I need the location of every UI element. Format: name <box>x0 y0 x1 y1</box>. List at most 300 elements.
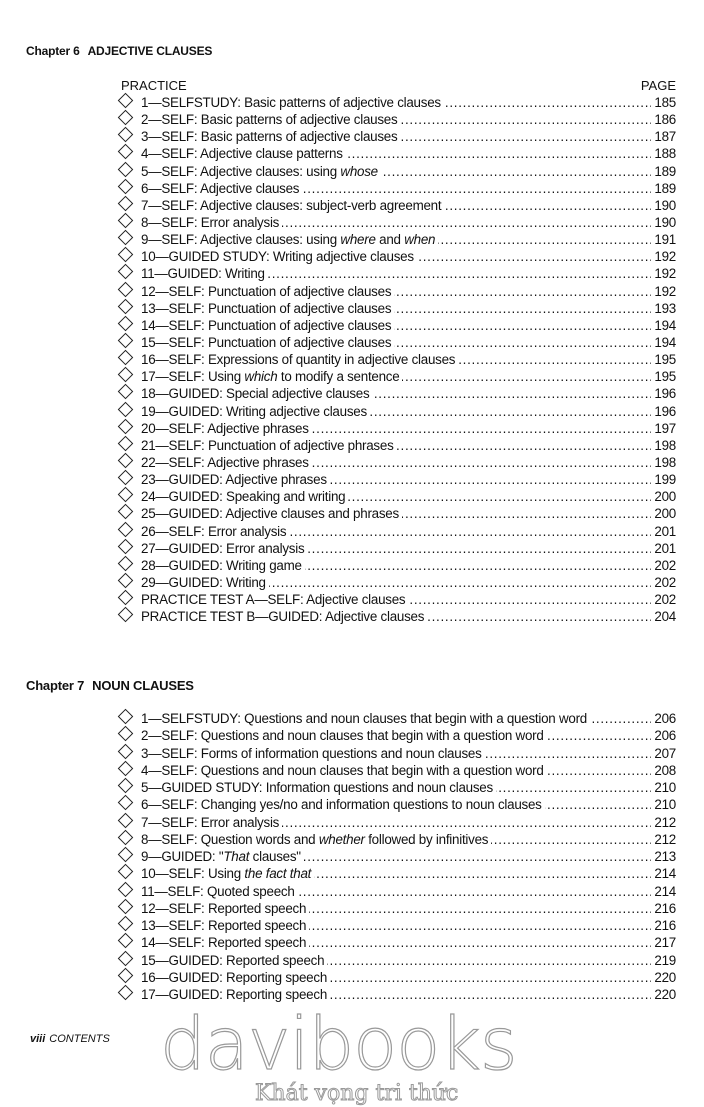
page-number: 206 <box>654 728 676 744</box>
item-label <box>141 180 299 197</box>
item-label <box>141 883 295 900</box>
dot-leader <box>372 385 651 402</box>
page-number: 207 <box>654 745 676 761</box>
diamond-icon <box>118 333 134 349</box>
diamond-icon <box>118 384 134 400</box>
list-item <box>117 540 676 557</box>
dot-leader <box>397 437 652 454</box>
dot-leader <box>309 900 651 917</box>
diamond-icon <box>118 178 134 194</box>
list-item <box>117 180 676 197</box>
dot-leader <box>458 351 651 368</box>
dot-leader <box>309 917 651 934</box>
page-number: 204 <box>654 609 676 625</box>
item-label <box>141 265 265 282</box>
chapter-6-practice-list <box>117 94 676 625</box>
page-number: 186 <box>654 112 676 128</box>
item-label <box>141 283 391 300</box>
diamond-icon <box>118 350 134 366</box>
column-headers <box>121 78 676 93</box>
list-item <box>117 608 676 625</box>
dot-leader <box>289 523 651 540</box>
dot-leader <box>402 505 651 522</box>
dot-leader <box>485 745 652 762</box>
list-item <box>117 471 676 488</box>
label-italic: the fact that <box>244 866 312 882</box>
label-text: 6—SELF: Changing yes/no and information questions to noun clauses <box>141 797 542 813</box>
dot-leader <box>547 762 652 779</box>
list-item <box>117 523 676 540</box>
page-number: 216 <box>654 918 676 933</box>
diamond-icon <box>118 590 134 606</box>
list-item <box>117 917 676 934</box>
list-item <box>117 214 676 231</box>
dot-leader <box>327 952 651 969</box>
diamond-icon <box>118 864 134 880</box>
page-number: 214 <box>654 866 676 882</box>
list-item <box>117 385 676 402</box>
item-label <box>141 505 399 522</box>
list-item <box>117 437 676 454</box>
dot-leader <box>496 779 651 796</box>
dot-leader <box>394 317 651 334</box>
item-label <box>141 557 302 574</box>
label-text: followed by infinitives <box>364 831 489 847</box>
dot-leader <box>417 248 652 265</box>
item-label <box>141 745 482 762</box>
item-label <box>141 865 311 882</box>
list-item <box>117 883 676 900</box>
label-italic: which <box>244 369 278 385</box>
diamond-icon <box>118 743 134 759</box>
dot-leader <box>304 848 652 865</box>
item-label <box>141 488 345 505</box>
page-number: 196 <box>654 403 676 419</box>
dot-leader <box>282 214 651 231</box>
label-text: to modify a sentence <box>277 369 400 385</box>
page-number: 201 <box>654 540 676 556</box>
list-item <box>117 745 676 762</box>
label-text: 3—SELF: Forms of information questions and noun clauses <box>141 745 482 761</box>
dot-leader <box>427 608 651 625</box>
page-number: 214 <box>654 883 676 899</box>
label-text: 2—SELF: Basic patterns of adjective clauses <box>141 112 398 128</box>
dot-leader <box>394 334 651 351</box>
diamond-icon <box>118 264 134 280</box>
item-label <box>141 334 391 351</box>
list-item <box>117 111 676 128</box>
list-item <box>117 934 676 951</box>
diamond-icon <box>118 213 134 229</box>
item-label <box>141 986 327 1003</box>
page-number: 199 <box>654 472 676 488</box>
dot-leader <box>346 145 652 162</box>
diamond-icon <box>118 538 134 554</box>
list-item <box>117 727 676 744</box>
list-item <box>117 505 676 522</box>
label-text: 24—GUIDED: Speaking and writing <box>141 489 346 505</box>
page-number: 195 <box>654 369 676 385</box>
diamond-icon <box>118 418 134 434</box>
diamond-icon <box>118 196 134 212</box>
label-text: PRACTICE TEST A—SELF: Adjective clauses <box>141 592 406 608</box>
page-number: 202 <box>654 592 676 608</box>
label-text: 21—SELF: Punctuation of adjective phrases <box>141 437 394 453</box>
page-number: 198 <box>654 437 676 453</box>
diamond-icon <box>118 316 134 332</box>
list-item <box>117 317 676 334</box>
diamond-icon <box>118 521 134 537</box>
label-text: 17—SELF: Using <box>141 369 245 385</box>
page-number: 194 <box>654 334 676 350</box>
page-number: 201 <box>654 523 676 539</box>
diamond-icon <box>118 487 134 503</box>
item-label <box>141 351 455 368</box>
label-italic: when <box>404 232 436 248</box>
diamond-icon <box>118 401 134 417</box>
diamond-icon <box>118 298 134 314</box>
item-label <box>141 574 266 591</box>
list-item <box>117 574 676 591</box>
dot-leader <box>312 420 652 437</box>
list-item <box>117 94 676 111</box>
dot-leader <box>268 265 652 282</box>
page-number: 190 <box>654 197 676 213</box>
page-number: 190 <box>654 214 676 230</box>
page-number: 219 <box>654 952 676 968</box>
label-text: 14—SELF: Reported speech <box>141 935 307 951</box>
label-italic: whose <box>340 163 378 179</box>
dot-leader <box>305 557 652 574</box>
item-label <box>141 145 343 162</box>
label-text: 17—GUIDED: Reporting speech <box>141 987 328 1002</box>
list-item <box>117 710 676 727</box>
page-number: 193 <box>654 300 676 316</box>
list-item <box>117 368 676 385</box>
diamond-icon <box>118 881 134 897</box>
diamond-icon <box>118 829 134 845</box>
label-text: 19—GUIDED: Writing adjective clauses <box>141 403 367 419</box>
label-text: 12—SELF: Reported speech <box>141 900 307 916</box>
dot-leader <box>269 574 652 591</box>
list-item <box>117 283 676 300</box>
page-number: 187 <box>654 129 676 145</box>
label-text: 7—SELF: Error analysis <box>141 814 280 830</box>
item-label <box>141 608 424 625</box>
diamond-icon <box>118 573 134 589</box>
dot-leader <box>491 831 651 848</box>
diamond-icon <box>118 778 134 794</box>
label-text: 14—SELF: Punctuation of adjective clauses <box>141 317 392 333</box>
item-label <box>141 437 394 454</box>
item-label <box>141 368 399 385</box>
label-text: 20—SELF: Adjective phrases <box>141 420 309 436</box>
dot-leader <box>314 865 651 882</box>
dot-leader <box>444 197 651 214</box>
page-number: 189 <box>654 180 676 196</box>
item-label <box>141 111 397 128</box>
label-italic: whether <box>318 831 365 847</box>
item-label <box>141 403 367 420</box>
page-number: 200 <box>654 506 676 522</box>
list-item <box>117 454 676 471</box>
list-item <box>117 403 676 420</box>
item-label <box>141 934 306 951</box>
item-label <box>141 94 441 111</box>
watermark-brand: davibooks <box>160 1002 517 1086</box>
item-label <box>141 762 544 779</box>
diamond-icon <box>118 247 134 263</box>
list-item <box>117 865 676 882</box>
list-item <box>117 300 676 317</box>
label-text: 27—GUIDED: Error analysis <box>141 540 305 556</box>
diamond-icon <box>118 847 134 863</box>
diamond-icon <box>118 967 134 983</box>
list-item <box>117 591 676 608</box>
list-item <box>117 231 676 248</box>
item-label <box>141 420 309 437</box>
footer-section: CONTENTS <box>49 1033 110 1045</box>
item-label <box>141 385 369 402</box>
page-number: 192 <box>654 266 676 282</box>
page-number: 188 <box>654 146 676 162</box>
page-number: 198 <box>654 454 676 470</box>
label-text: 10—SELF: Using <box>141 866 245 882</box>
diamond-icon <box>118 93 134 109</box>
item-label <box>141 471 327 488</box>
label-text: PRACTICE TEST B—GUIDED: Adjective clauses <box>141 609 425 625</box>
label-text: 16—GUIDED: Reporting speech <box>141 969 328 985</box>
dot-leader <box>309 934 651 951</box>
item-label <box>141 300 391 317</box>
label-text: 18—GUIDED: Special adjective clauses <box>141 386 370 402</box>
label-text: clauses" <box>249 849 301 864</box>
page-number: 213 <box>654 849 676 864</box>
page-number: 220 <box>654 969 676 985</box>
diamond-icon <box>118 709 134 725</box>
list-item <box>117 420 676 437</box>
page-number: 195 <box>654 352 676 368</box>
diamond-icon <box>118 127 134 143</box>
page-number: 191 <box>654 232 676 248</box>
page-number: viii <box>30 1033 46 1045</box>
page-number: 202 <box>654 557 676 573</box>
label-text: 3—SELF: Basic patterns of adjective clauses <box>141 129 398 145</box>
list-item <box>117 762 676 779</box>
page-number: 206 <box>654 711 676 726</box>
label-text: 12—SELF: Punctuation of adjective clauses <box>141 283 392 299</box>
label-text: 4—SELF: Questions and noun clauses that begin with a question word <box>141 762 544 778</box>
diamond-icon <box>118 898 134 914</box>
dot-leader <box>282 814 651 831</box>
list-item <box>117 831 676 848</box>
label-text: 11—SELF: Quoted speech <box>141 883 295 899</box>
label-text: 28—GUIDED: Writing game <box>141 557 302 573</box>
diamond-icon <box>118 556 134 572</box>
label-italic: That <box>223 849 250 864</box>
diamond-icon <box>118 950 134 966</box>
page-number: 210 <box>654 780 676 795</box>
diamond-icon <box>118 436 134 452</box>
label-text: 22—SELF: Adjective phrases <box>141 454 309 470</box>
list-item <box>117 265 676 282</box>
label-text: 16—SELF: Expressions of quantity in adjective clauses <box>141 352 456 368</box>
label-text: 11—GUIDED: Writing <box>141 266 265 282</box>
item-label <box>141 969 327 986</box>
dot-leader <box>590 710 651 727</box>
list-item <box>117 900 676 917</box>
label-text: 15—SELF: Punctuation of adjective clauses <box>141 334 392 350</box>
item-label <box>141 917 306 934</box>
chapter-title: NOUN CLAUSES <box>92 678 194 693</box>
page-header: PAGE <box>640 78 676 93</box>
label-text: 15—GUIDED: Reported speech <box>141 952 325 968</box>
label-text: 8—SELF: Question words and <box>141 831 319 847</box>
chapter-label: Chapter 7 <box>26 678 85 693</box>
item-label <box>141 814 279 831</box>
item-label <box>141 900 306 917</box>
label-text: 10—GUIDED STUDY: Writing adjective clauses <box>141 249 414 265</box>
list-item <box>117 197 676 214</box>
list-item <box>117 351 676 368</box>
item-label <box>141 214 279 231</box>
list-item <box>117 986 676 1003</box>
label-text: 4—SELF: Adjective clause patterns <box>141 146 343 162</box>
page-number: 192 <box>654 249 676 265</box>
label-italic: where <box>340 232 376 248</box>
chapter-6-heading <box>26 44 212 58</box>
item-label <box>141 128 397 145</box>
label-text: 9—GUIDED: " <box>141 849 224 864</box>
diamond-icon <box>118 726 134 742</box>
dot-leader <box>408 591 651 608</box>
diamond-icon <box>118 985 134 1001</box>
page-number: 210 <box>654 797 676 813</box>
dot-leader <box>312 454 652 471</box>
list-item <box>117 163 676 180</box>
diamond-icon <box>118 812 134 828</box>
list-item <box>117 334 676 351</box>
page-number: 202 <box>654 574 676 590</box>
item-label <box>141 163 378 180</box>
dot-leader <box>330 471 652 488</box>
chapter-title: ADJECTIVE CLAUSES <box>87 44 213 58</box>
dot-leader <box>438 231 651 248</box>
page-number: 212 <box>654 831 676 847</box>
dot-leader <box>394 300 651 317</box>
diamond-icon <box>118 916 134 932</box>
dot-leader <box>302 180 651 197</box>
diamond-icon <box>118 281 134 297</box>
label-text: 23—GUIDED: Adjective phrases <box>141 472 327 488</box>
label-text: 29—GUIDED: Writing <box>141 574 266 590</box>
label-text: 26—SELF: Error analysis <box>141 523 287 539</box>
chapter-label: Chapter 6 <box>26 44 80 58</box>
page-number: 197 <box>654 420 676 436</box>
item-label <box>141 727 544 744</box>
item-label <box>141 952 324 969</box>
item-label <box>141 540 304 557</box>
dot-leader <box>545 796 652 813</box>
dot-leader <box>394 283 651 300</box>
page-number: 217 <box>654 935 676 951</box>
watermark-tagline: Khát vọng tri thức <box>255 1081 459 1106</box>
dot-leader <box>370 403 651 420</box>
dot-leader <box>348 488 651 505</box>
chapter-7-heading <box>26 678 194 693</box>
list-item <box>117 557 676 574</box>
list-item <box>117 848 676 865</box>
label-text: 9—SELF: Adjective clauses: using <box>141 232 341 248</box>
page-number: 220 <box>654 987 676 1002</box>
label-text: 7—SELF: Adjective clauses: subject-verb agreement <box>141 197 442 213</box>
dot-leader <box>381 163 652 180</box>
diamond-icon <box>118 795 134 811</box>
item-label <box>141 454 309 471</box>
item-label <box>141 197 441 214</box>
item-label <box>141 831 488 848</box>
dot-leader <box>400 128 651 145</box>
diamond-icon <box>118 110 134 126</box>
dot-leader <box>402 368 651 385</box>
list-item <box>117 814 676 831</box>
page-number: 192 <box>654 283 676 299</box>
dot-leader <box>547 727 652 744</box>
diamond-icon <box>118 230 134 246</box>
list-item <box>117 145 676 162</box>
dot-leader <box>307 540 651 557</box>
item-label <box>141 523 286 540</box>
label-text: 13—SELF: Punctuation of adjective clauses <box>141 300 392 316</box>
label-text: 5—GUIDED STUDY: Information questions and noun clauses <box>141 780 493 795</box>
diamond-icon <box>118 504 134 520</box>
page-number: 208 <box>654 762 676 778</box>
list-item <box>117 248 676 265</box>
list-item <box>117 796 676 813</box>
label-text: 25—GUIDED: Adjective clauses and phrases <box>141 506 399 522</box>
page-number: 189 <box>654 163 676 179</box>
item-label <box>141 796 542 813</box>
item-label <box>141 317 391 334</box>
label-text: 5—SELF: Adjective clauses: using <box>141 163 341 179</box>
item-label <box>141 591 405 608</box>
diamond-icon <box>118 933 134 949</box>
chapter-7-practice-list <box>117 710 676 1003</box>
page-number: 216 <box>654 900 676 916</box>
label-text: 1—SELFSTUDY: Questions and noun clauses that begin with a question word <box>141 711 587 726</box>
practice-header: PRACTICE <box>121 78 187 93</box>
list-item <box>117 779 676 796</box>
diamond-icon <box>118 161 134 177</box>
label-text: 6—SELF: Adjective clauses <box>141 180 300 196</box>
list-item <box>117 128 676 145</box>
item-label <box>141 710 587 727</box>
dot-leader <box>400 111 651 128</box>
label-text: 2—SELF: Questions and noun clauses that begin with a question word <box>141 728 544 744</box>
diamond-icon <box>118 453 134 469</box>
diamond-icon <box>118 470 134 486</box>
diamond-icon <box>118 144 134 160</box>
list-item <box>117 952 676 969</box>
dot-leader <box>298 883 652 900</box>
label-text: 8—SELF: Error analysis <box>141 214 280 230</box>
page-footer <box>30 1032 110 1046</box>
list-item <box>117 488 676 505</box>
item-label <box>141 248 414 265</box>
page-number: 185 <box>654 95 676 110</box>
label-text: 13—SELF: Reported speech <box>141 918 307 933</box>
page-number: 194 <box>654 317 676 333</box>
